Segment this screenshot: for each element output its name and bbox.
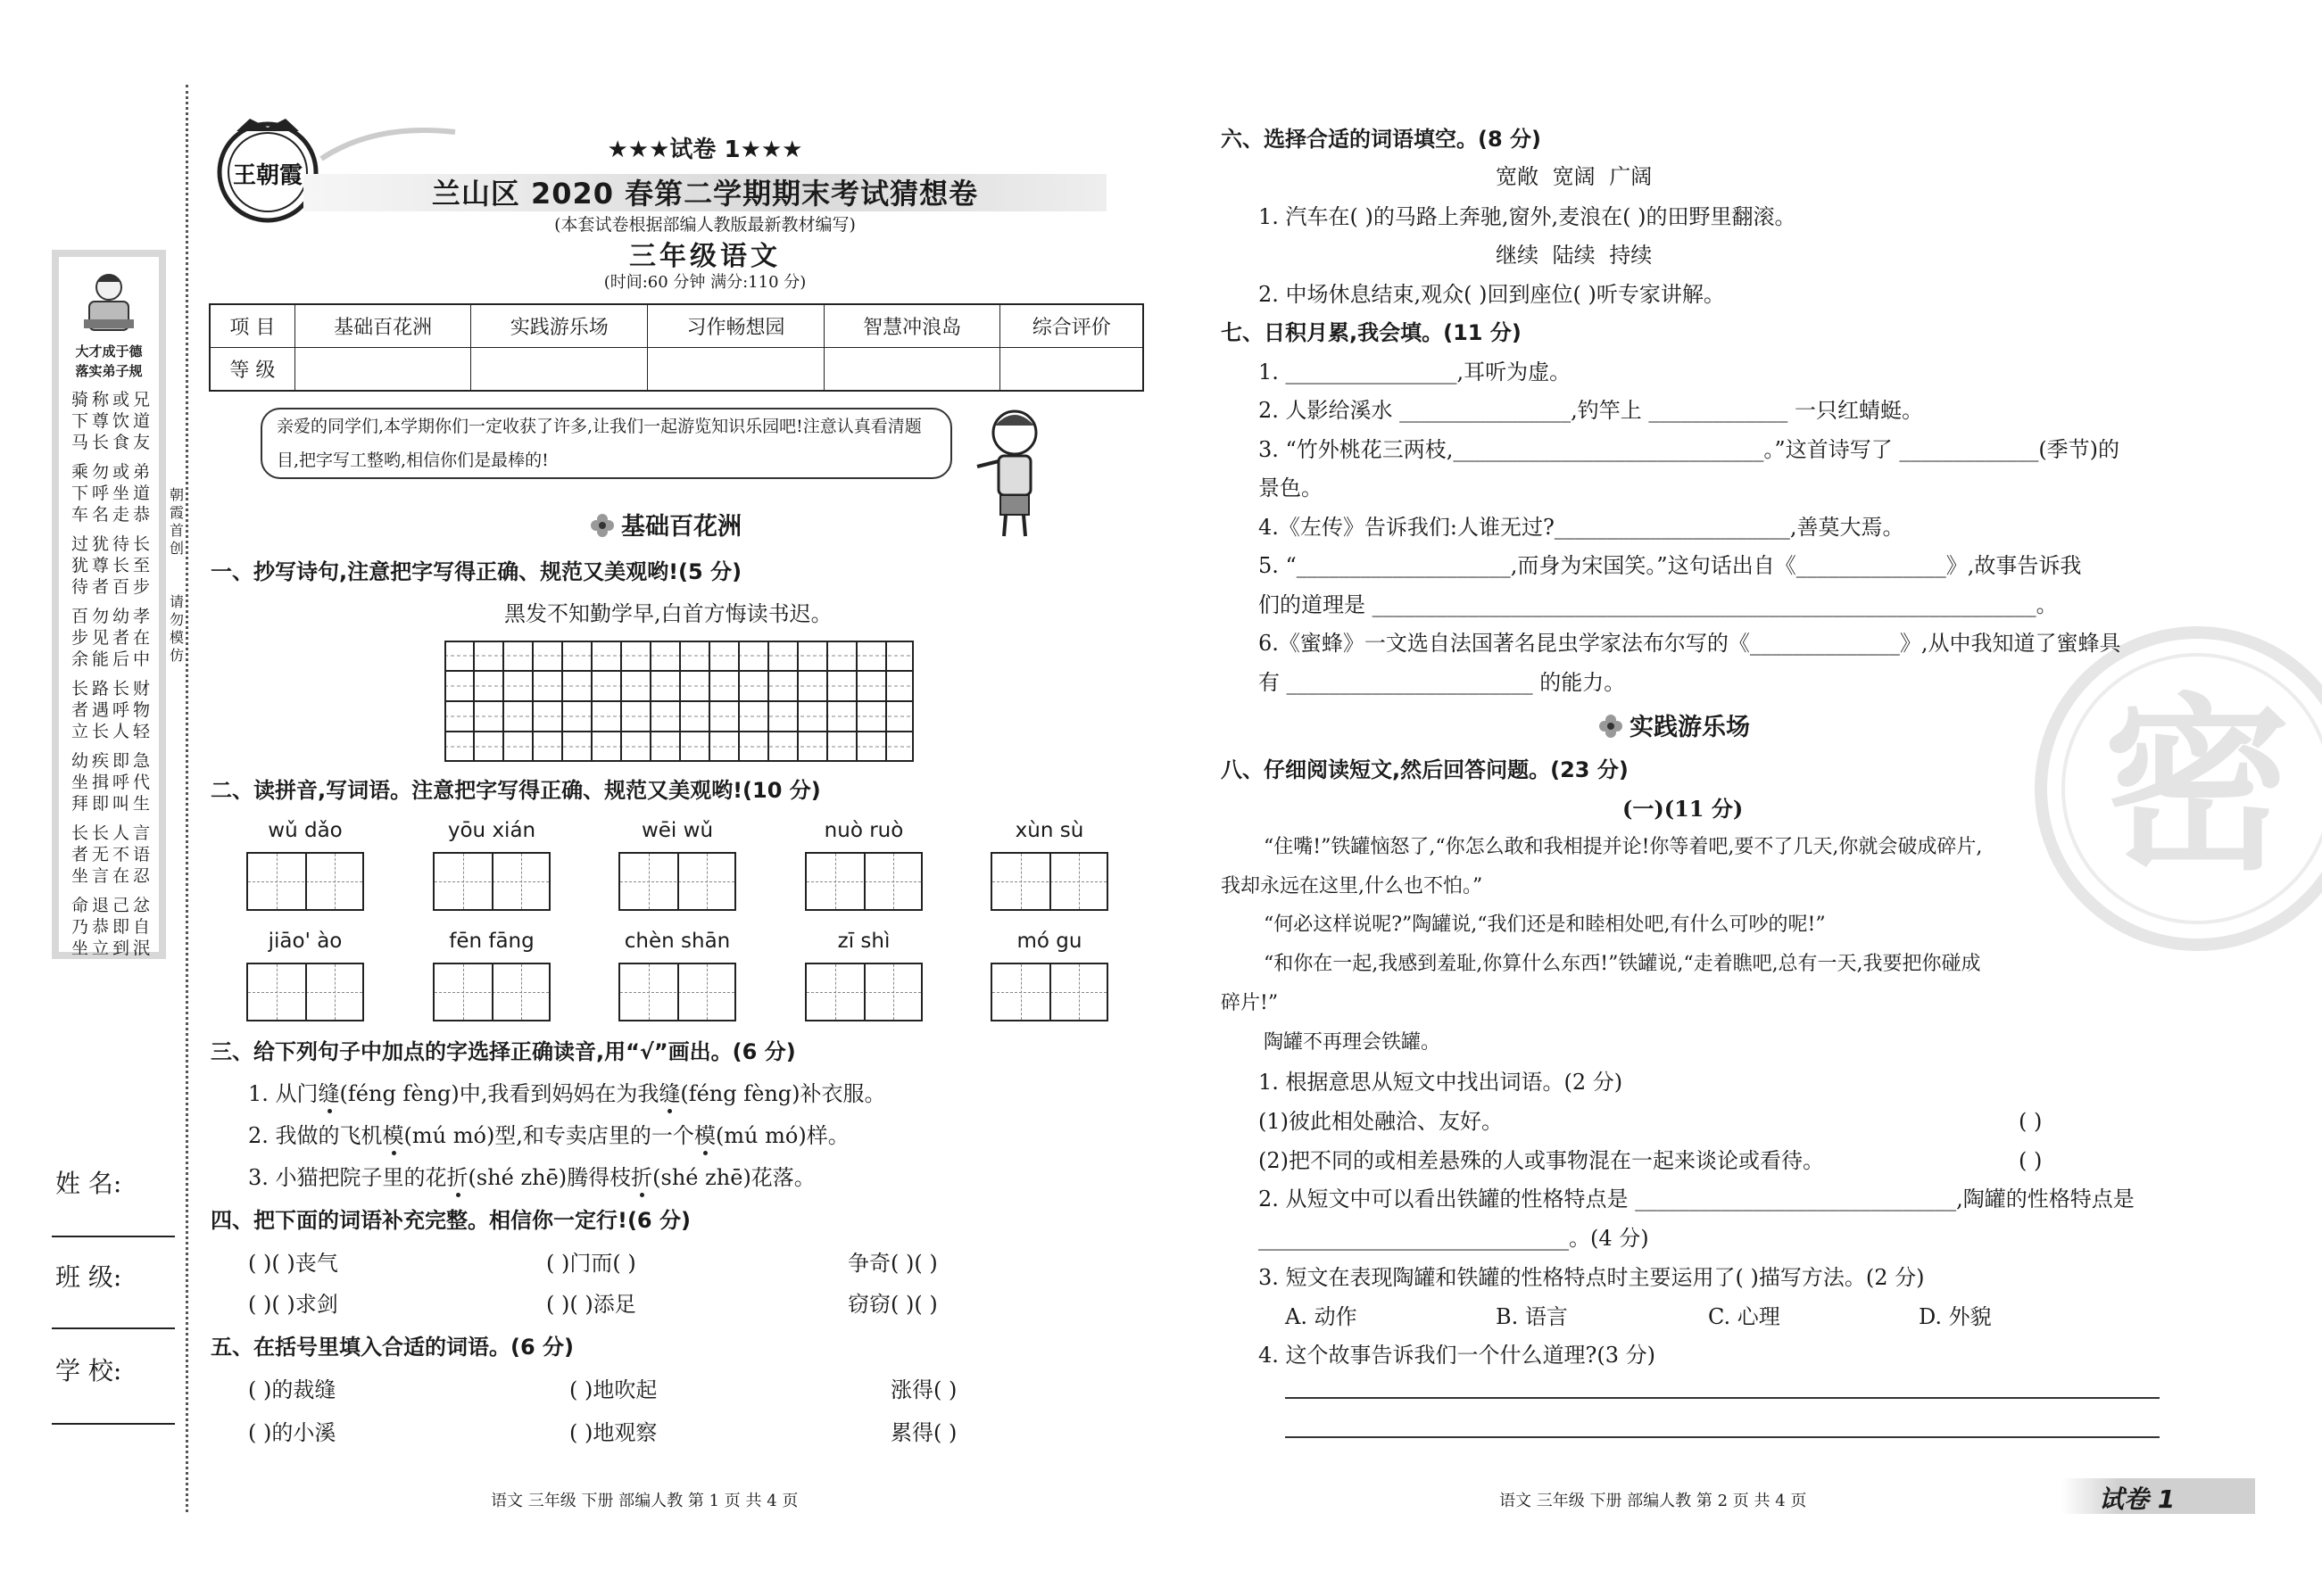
pinyin-label: chèn shān [624, 930, 731, 953]
answer-box[interactable] [246, 963, 364, 1021]
grade-cell[interactable] [294, 348, 471, 392]
pinyin-label: jiāo' ào [268, 930, 343, 953]
section-heading: 基础百花洲 [589, 507, 742, 542]
fill-item[interactable]: ( )地观察 [569, 1420, 658, 1445]
page-tag-text: 试卷 1 [2099, 1484, 2176, 1514]
sidebar-panel [52, 250, 166, 959]
passage-line: 我却永远在这里,什么也不怕。” [1221, 875, 1483, 897]
grade-cell[interactable] [1000, 348, 1143, 392]
class-label: 班 级: [55, 1262, 122, 1292]
passage-line: 陶罐不再理会铁罐。 [1264, 1031, 1441, 1054]
q3-title: 三、给下列句子中加点的字选择正确读音,用“√”画出。(6 分) [211, 1039, 796, 1064]
page-tag [2061, 1478, 2255, 1514]
grade-cell[interactable] [471, 348, 648, 392]
q8-sub1: 1. 根据意思从短文中找出词语。(2 分) [1258, 1070, 1623, 1095]
school-line[interactable] [52, 1423, 175, 1425]
pinyin-label: yōu xián [447, 819, 536, 842]
fill-item[interactable]: ( )地吹起 [569, 1377, 658, 1402]
pinyin-label: wēi wǔ [641, 819, 714, 842]
q1-title: 一、抄写诗句,注意把字写得正确、规范又美观哟!(5 分) [211, 559, 742, 584]
q8-sub3[interactable]: 3. 短文在表现陶罐和铁罐的性格特点时主要运用了( )描写方法。(2 分) [1258, 1265, 1925, 1290]
school-label: 学 校: [55, 1356, 122, 1385]
answer-box[interactable] [618, 852, 736, 911]
flower-icon [1597, 713, 1624, 740]
footer-right: 语文 三年级 下册 部编人教 第 2 页 共 4 页 [1499, 1492, 1807, 1510]
class-line[interactable] [52, 1327, 175, 1329]
edition-note: (本套试卷根据部编人教版最新教材编写) [554, 215, 856, 235]
fill-item[interactable]: 累得( ) [891, 1420, 958, 1445]
table-cell: 智慧冲浪岛 [824, 304, 1000, 348]
paper-label: ★★★试卷 1★★★ [607, 136, 803, 163]
grade-cell[interactable] [824, 348, 1000, 392]
idiom-item[interactable]: ( )( )添足 [546, 1292, 636, 1317]
option-d[interactable]: D. 外貌 [1919, 1304, 1992, 1329]
page-title: 兰山区 2020 春第二学期期末考试猜想卷 [431, 177, 979, 211]
q7-title: 七、日积月累,我会填。(11 分) [1221, 320, 1522, 345]
idiom-item[interactable]: ( )( )丧气 [248, 1251, 338, 1276]
answer-box[interactable] [805, 852, 923, 911]
passage-line: “住嘴!”铁罐恼怒了,“你怎么敢和我相提并论!你等着吧,要不了几天,你就会破成碎片, [1264, 836, 1983, 858]
q8-title: 八、仔细阅读短文,然后回答问题。(23 分) [1221, 757, 1629, 782]
answer-box[interactable] [433, 963, 551, 1021]
name-line[interactable] [52, 1236, 175, 1237]
sidebar-motto: 大才成于德 落实弟子规 [75, 343, 143, 379]
time-score: (时间:60 分钟 满分:110 分) [603, 273, 807, 292]
table-cell: 等 级 [210, 348, 294, 392]
q1-poem: 黑发不知勤学早,白首方悔读书迟。 [504, 601, 833, 626]
fill-item[interactable]: 涨得( ) [891, 1377, 958, 1402]
q6-words: 继续 陆续 持续 [1496, 243, 1653, 268]
pinyin-label: zī shì [837, 930, 891, 953]
name-label: 姓 名: [55, 1169, 122, 1198]
answer-paren[interactable]: ( ) [2019, 1109, 2043, 1134]
idiom-item[interactable]: ( )( )求剑 [248, 1292, 338, 1317]
answer-box[interactable] [991, 852, 1108, 911]
answer-box[interactable] [991, 963, 1108, 1021]
q8-sub2[interactable]: _____________________________。(4 分) [1258, 1226, 1649, 1251]
rule-block: 过犹待长 犹尊长至 待者百步 [71, 534, 154, 597]
q4-title: 四、把下面的词语补充完整。相信你一定行!(6 分) [211, 1208, 691, 1233]
table-cell: 实践游乐场 [471, 304, 648, 348]
answer-box[interactable] [246, 852, 364, 911]
rule-block: 幼疾即急 坐揖呼代 拜即叫生 [71, 751, 154, 814]
table-cell: 基础百花洲 [294, 304, 471, 348]
pinyin-label: wǔ dǎo [268, 819, 343, 842]
rule-block: 百勿幼孝 步见者在 余能后中 [71, 607, 154, 669]
rule-block: 长路长财 者遇呼物 立长人轻 [71, 679, 154, 741]
q2-title: 二、读拼音,写词语。注意把字写得正确、规范又美观哟!(10 分) [211, 778, 821, 803]
q7-line[interactable]: 1. ________________,耳听为虚。 [1258, 360, 1571, 385]
table-cell: 项 目 [210, 304, 294, 348]
grade-cell[interactable] [648, 348, 825, 392]
score-table [209, 303, 1144, 392]
q6-title: 六、选择合适的词语填空。(8 分) [1221, 127, 1541, 152]
q5-title: 五、在括号里填入合适的词语。(6 分) [211, 1335, 574, 1360]
table-row [210, 348, 1143, 392]
logo-text: 王朝霞 [232, 162, 303, 189]
q6-sentence[interactable]: 2. 中场休息结束,观众( )回到座位( )听专家讲解。 [1258, 282, 1725, 307]
q8-sub1b: (2)把不同的或相差悬殊的人或事物混在一起来谈论或看待。 [1258, 1148, 1824, 1173]
seal-text: 密 [2102, 677, 2292, 896]
pinyin-label: nuò ruò [824, 819, 904, 842]
passage-line: “何必这样说呢?”陶罐说,“我们还是和睦相处吧,有什么可吵的呢!” [1264, 914, 1826, 936]
writing-grid[interactable] [444, 641, 914, 762]
boy-figure-icon [968, 406, 1057, 540]
idiom-item[interactable]: 窃窃( )( ) [848, 1292, 938, 1317]
q8-sub4: 4. 这个故事告诉我们一个什么道理?(3 分) [1258, 1343, 1656, 1368]
subject-title: 三年级语文 [629, 241, 781, 272]
idiom-item[interactable]: 争奇( )( ) [848, 1251, 938, 1276]
cut-note: 朝霞首创 [169, 486, 184, 557]
answer-line[interactable] [1285, 1397, 2160, 1399]
q7-line[interactable]: 6.《蜜蜂》一文选自法国著名昆虫学家法布尔写的《______________》,从中我知道了蜜蜂具 [1258, 631, 2121, 656]
idiom-item[interactable]: ( )门而( ) [546, 1251, 636, 1276]
q3-line: 2. 我做的飞机模(mú mó)型,和专卖店里的一个模(mú mó)样。 [248, 1123, 850, 1148]
q8-sub2[interactable]: 2. 从短文中可以看出铁罐的性格特点是 ______________________________,陶罐的性格特点是 [1258, 1187, 2135, 1211]
q6-words: 宽敞 宽阔 广阔 [1496, 164, 1653, 189]
rule-block: 骑称或兄 下尊饮道 马长食友 [71, 390, 154, 452]
flower-icon [589, 512, 616, 539]
rule-block: 乘勿或弟 下呼坐道 车名走恭 [71, 462, 154, 525]
answer-box[interactable] [618, 963, 736, 1021]
sidebar-rules [71, 389, 153, 967]
q3-line: 1. 从门缝(féng fèng)中,我看到妈妈在为我缝(féng fèng)补衣服。 [248, 1081, 886, 1106]
q7-line[interactable]: 3. “竹外桃花三两枝,_____________________________。”这首诗写了 _____________(季节)的 [1258, 437, 2120, 462]
q7-line: 景色。 [1258, 475, 1323, 500]
fill-item[interactable]: ( )的裁缝 [248, 1377, 336, 1402]
pinyin-label: xùn sù [1015, 819, 1084, 842]
table-row [210, 304, 1143, 348]
rule-block: 命退己忿 乃恭即自 坐立到泯 [71, 896, 154, 958]
cut-note: 请勿模仿 [169, 593, 184, 664]
scholar-figure-icon [77, 266, 141, 337]
q6-sentence[interactable]: 1. 汽车在( )的马路上奔驰,窗外,麦浪在( )的田野里翻滚。 [1258, 204, 1796, 229]
fill-item[interactable]: ( )的小溪 [248, 1420, 336, 1445]
option-a[interactable]: A. 动作 [1285, 1304, 1357, 1329]
table-cell: 综合评价 [1000, 304, 1143, 348]
cut-line [186, 85, 188, 1512]
q7-line[interactable]: 们的道理是 ______________________________________________________________。 [1258, 592, 2058, 617]
passage-line: “和你在一起,我感到羞耻,你算什么东西!”铁罐说,“走着瞧吧,总有一天,我要把你碰成 [1264, 953, 1981, 975]
q8-part: (一)(11 分) [1622, 796, 1744, 822]
option-c[interactable]: C. 心理 [1708, 1304, 1780, 1329]
q7-line[interactable]: 有 _______________________ 的能力。 [1258, 670, 1626, 695]
section-heading: 实践游乐场 [1597, 707, 1750, 742]
option-b[interactable]: B. 语言 [1496, 1304, 1568, 1329]
answer-line[interactable] [1285, 1436, 2160, 1438]
intro-bubble: 亲爱的同学们,本学期你们一定收获了许多,让我们一起游览知识乐园吧!注意认真看清题目,把字写工整哟,相信你们是最棒的! [261, 408, 952, 479]
pinyin-label: mó gu [1016, 930, 1082, 953]
answer-paren[interactable]: ( ) [2019, 1148, 2043, 1173]
footer-left: 语文 三年级 下册 部编人教 第 1 页 共 4 页 [491, 1492, 799, 1510]
pinyin-label: fēn fāng [449, 930, 535, 953]
table-cell: 习作畅想园 [648, 304, 825, 348]
q7-line[interactable]: 5. “____________________,而身为宋国笑。”这句话出自《______________》,故事告诉我 [1258, 553, 2082, 578]
confidential-seal [2028, 619, 2322, 958]
answer-box[interactable] [433, 852, 551, 911]
q8-sub1a: (1)彼此相处融洽、友好。 [1258, 1109, 1503, 1134]
q7-line[interactable]: 4.《左传》告诉我们:人谁无过?______________________,善莫大焉。 [1258, 515, 1904, 540]
rule-block: 长长人言 者无不语 坐言在忍 [71, 823, 154, 886]
q3-line: 3. 小猫把院子里的花折(shé zhē)腾得枝折(shé zhē)花落。 [248, 1165, 816, 1190]
answer-box[interactable] [805, 963, 923, 1021]
q7-line[interactable]: 2. 人影给溪水 ________________,钓竿上 _____________ 一只红蜻蜓。 [1258, 398, 1924, 423]
passage-line: 碎片!” [1221, 992, 1279, 1014]
